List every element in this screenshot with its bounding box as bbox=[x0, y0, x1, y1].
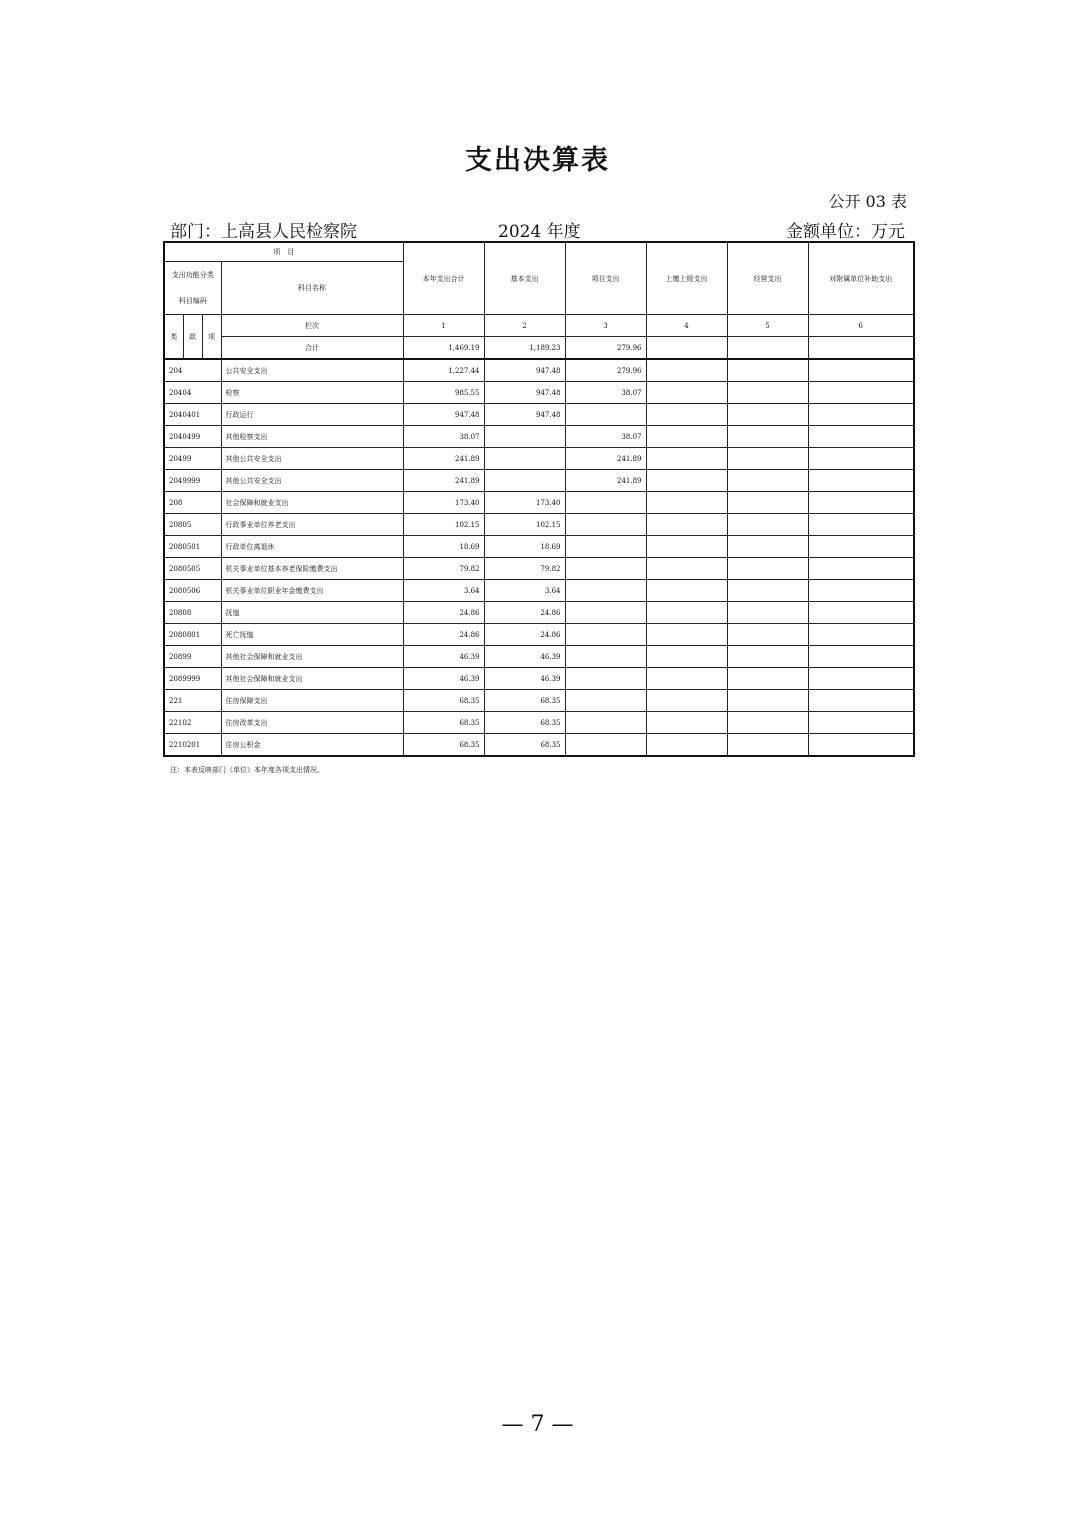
table-row bbox=[164, 492, 914, 514]
row-value bbox=[565, 690, 646, 712]
row-code: 208 bbox=[164, 492, 221, 514]
row-value bbox=[808, 580, 914, 602]
row-code: 2080501 bbox=[164, 536, 221, 558]
row-value bbox=[808, 646, 914, 668]
table-row bbox=[164, 514, 914, 536]
row-value: 24.86 bbox=[403, 602, 484, 624]
row-value bbox=[646, 624, 727, 646]
row-value: 46.39 bbox=[484, 646, 565, 668]
col-header: 本年支出合计 bbox=[403, 242, 484, 315]
col-header: 基本支出 bbox=[484, 242, 565, 315]
row-value: 68.35 bbox=[484, 734, 565, 757]
row-value: 241.89 bbox=[565, 470, 646, 492]
row-value bbox=[727, 514, 808, 536]
total-label: 合计 bbox=[221, 337, 403, 360]
col-header: 项目支出 bbox=[565, 242, 646, 315]
row-value bbox=[646, 734, 727, 757]
table-row bbox=[164, 712, 914, 734]
row-value bbox=[808, 382, 914, 404]
row-value: 79.82 bbox=[484, 558, 565, 580]
row-name: 机关事业单位基本养老保险缴费支出 bbox=[221, 558, 403, 580]
row-code: 2080505 bbox=[164, 558, 221, 580]
row-value bbox=[646, 536, 727, 558]
header-xiang: 项 bbox=[202, 315, 221, 360]
department-label: 部门：上高县人民检察院 bbox=[170, 222, 357, 242]
row-value bbox=[727, 712, 808, 734]
row-value bbox=[808, 492, 914, 514]
row-name: 其他社会保障和就业支出 bbox=[221, 646, 403, 668]
row-value: 46.39 bbox=[403, 646, 484, 668]
row-value: 68.35 bbox=[484, 690, 565, 712]
row-value: 46.39 bbox=[403, 668, 484, 690]
row-name: 行政运行 bbox=[221, 404, 403, 426]
row-value bbox=[646, 359, 727, 382]
row-name: 机关事业单位职业年金缴费支出 bbox=[221, 580, 403, 602]
row-name: 社会保障和就业支出 bbox=[221, 492, 403, 514]
total-value bbox=[646, 337, 727, 360]
row-value bbox=[727, 646, 808, 668]
row-name: 行政事业单位养老支出 bbox=[221, 514, 403, 536]
row-value: 68.35 bbox=[484, 712, 565, 734]
row-code: 2080506 bbox=[164, 580, 221, 602]
row-value: 947.48 bbox=[484, 382, 565, 404]
row-value bbox=[484, 426, 565, 448]
row-code: 2040401 bbox=[164, 404, 221, 426]
row-value bbox=[727, 602, 808, 624]
row-value: 241.89 bbox=[565, 448, 646, 470]
row-name: 公共安全支出 bbox=[221, 359, 403, 382]
row-value bbox=[646, 404, 727, 426]
row-code: 2089999 bbox=[164, 668, 221, 690]
row-value: 102.15 bbox=[403, 514, 484, 536]
row-value bbox=[565, 514, 646, 536]
row-value: 947.48 bbox=[403, 404, 484, 426]
row-value bbox=[808, 690, 914, 712]
table-row bbox=[164, 470, 914, 492]
table-row bbox=[164, 690, 914, 712]
total-value bbox=[727, 337, 808, 360]
row-value bbox=[565, 558, 646, 580]
row-value bbox=[808, 536, 914, 558]
row-value bbox=[646, 514, 727, 536]
row-value bbox=[727, 536, 808, 558]
row-value: 102.15 bbox=[484, 514, 565, 536]
table-row bbox=[164, 404, 914, 426]
row-name: 其他社会保障和就业支出 bbox=[221, 668, 403, 690]
row-code: 22102 bbox=[164, 712, 221, 734]
row-value: 46.39 bbox=[484, 668, 565, 690]
col-number: 4 bbox=[646, 315, 727, 337]
row-value bbox=[808, 558, 914, 580]
row-value bbox=[565, 624, 646, 646]
row-code: 2040499 bbox=[164, 426, 221, 448]
col-number: 5 bbox=[727, 315, 808, 337]
row-name: 其他公共安全支出 bbox=[221, 470, 403, 492]
table-row bbox=[164, 734, 914, 757]
row-name: 住房保障支出 bbox=[221, 690, 403, 712]
row-value bbox=[565, 580, 646, 602]
row-name: 检察 bbox=[221, 382, 403, 404]
col-number: 2 bbox=[484, 315, 565, 337]
row-value: 241.89 bbox=[403, 448, 484, 470]
row-value bbox=[646, 492, 727, 514]
row-value bbox=[727, 668, 808, 690]
row-value: 947.48 bbox=[484, 404, 565, 426]
row-value bbox=[646, 712, 727, 734]
row-value: 18.69 bbox=[484, 536, 565, 558]
row-code: 2080801 bbox=[164, 624, 221, 646]
row-value: 3.64 bbox=[484, 580, 565, 602]
row-value bbox=[646, 382, 727, 404]
row-value bbox=[727, 470, 808, 492]
table-row bbox=[164, 382, 914, 404]
header-kuan: 款 bbox=[183, 315, 202, 360]
row-value: 947.48 bbox=[484, 359, 565, 382]
row-value bbox=[808, 470, 914, 492]
table-row bbox=[164, 558, 914, 580]
row-value bbox=[808, 426, 914, 448]
fiscal-year: 2024 年度 bbox=[498, 222, 581, 242]
header-lei: 类 bbox=[164, 315, 183, 360]
row-value: 3.64 bbox=[403, 580, 484, 602]
row-value bbox=[646, 426, 727, 448]
row-value bbox=[646, 646, 727, 668]
page-number: — 7 — bbox=[501, 1412, 574, 1437]
row-value bbox=[646, 448, 727, 470]
row-value bbox=[727, 690, 808, 712]
total-value bbox=[808, 337, 914, 360]
row-value bbox=[727, 558, 808, 580]
row-value bbox=[565, 536, 646, 558]
row-value bbox=[727, 448, 808, 470]
col-header: 上缴上级支出 bbox=[646, 242, 727, 315]
row-value bbox=[565, 404, 646, 426]
total-value: 279.96 bbox=[565, 337, 646, 360]
col-number: 3 bbox=[565, 315, 646, 337]
row-value bbox=[646, 558, 727, 580]
expenditure-table bbox=[163, 241, 915, 757]
table-row bbox=[164, 668, 914, 690]
row-value bbox=[727, 359, 808, 382]
row-value: 279.96 bbox=[565, 359, 646, 382]
row-value: 68.35 bbox=[403, 734, 484, 757]
row-value bbox=[727, 492, 808, 514]
row-value bbox=[565, 712, 646, 734]
row-value bbox=[727, 382, 808, 404]
row-value: 38.07 bbox=[565, 382, 646, 404]
table-row bbox=[164, 426, 914, 448]
row-code: 2210201 bbox=[164, 734, 221, 757]
row-name: 住房公积金 bbox=[221, 734, 403, 757]
report-title: 支出决算表 bbox=[465, 145, 610, 176]
row-code: 20805 bbox=[164, 514, 221, 536]
row-value: 241.89 bbox=[403, 470, 484, 492]
row-value bbox=[808, 712, 914, 734]
col-number: 1 bbox=[403, 315, 484, 337]
row-value: 1,227.44 bbox=[403, 359, 484, 382]
row-value bbox=[808, 668, 914, 690]
row-code: 20899 bbox=[164, 646, 221, 668]
col-header: 经营支出 bbox=[727, 242, 808, 315]
row-value: 38.07 bbox=[403, 426, 484, 448]
row-value bbox=[808, 359, 914, 382]
row-value: 24.86 bbox=[403, 624, 484, 646]
table-row bbox=[164, 359, 914, 382]
form-number: 公开 03 表 bbox=[828, 192, 907, 211]
row-name: 其他公共安全支出 bbox=[221, 448, 403, 470]
row-value bbox=[565, 668, 646, 690]
header-xiangmu: 项 目 bbox=[164, 242, 403, 262]
row-value: 24.86 bbox=[484, 624, 565, 646]
row-value: 173.40 bbox=[484, 492, 565, 514]
row-value bbox=[646, 668, 727, 690]
header-lanci: 栏次 bbox=[221, 315, 403, 337]
row-value bbox=[565, 734, 646, 757]
header-subject-name: 科目名称 bbox=[221, 262, 403, 315]
table-note: 注：本表反映部门（单位）本年度各项支出情况。 bbox=[170, 766, 324, 774]
row-code: 20808 bbox=[164, 602, 221, 624]
row-value bbox=[727, 580, 808, 602]
header-code-group: 支出功能分类科目编码 bbox=[164, 262, 221, 315]
row-value: 68.35 bbox=[403, 712, 484, 734]
row-value bbox=[808, 514, 914, 536]
row-value bbox=[727, 734, 808, 757]
row-value bbox=[808, 602, 914, 624]
row-value bbox=[646, 580, 727, 602]
row-value bbox=[484, 470, 565, 492]
row-name: 抚恤 bbox=[221, 602, 403, 624]
row-value: 79.82 bbox=[403, 558, 484, 580]
row-value bbox=[727, 426, 808, 448]
row-value: 38.07 bbox=[565, 426, 646, 448]
row-value: 24.86 bbox=[484, 602, 565, 624]
table-row bbox=[164, 448, 914, 470]
total-value: 1,469.19 bbox=[403, 337, 484, 360]
row-value bbox=[484, 448, 565, 470]
row-value bbox=[808, 734, 914, 757]
row-name: 死亡抚恤 bbox=[221, 624, 403, 646]
row-value bbox=[808, 448, 914, 470]
row-name: 其他检察支出 bbox=[221, 426, 403, 448]
row-value: 173.40 bbox=[403, 492, 484, 514]
table-row bbox=[164, 602, 914, 624]
col-header: 对附属单位补助支出 bbox=[808, 242, 914, 315]
row-value bbox=[808, 624, 914, 646]
row-value bbox=[646, 602, 727, 624]
table-row bbox=[164, 646, 914, 668]
total-value: 1,189.23 bbox=[484, 337, 565, 360]
table-row bbox=[164, 580, 914, 602]
amount-unit: 金额单位：万元 bbox=[786, 222, 905, 242]
row-value bbox=[565, 646, 646, 668]
row-value: 68.35 bbox=[403, 690, 484, 712]
row-value bbox=[565, 492, 646, 514]
table-row bbox=[164, 624, 914, 646]
col-number: 6 bbox=[808, 315, 914, 337]
row-value: 18.69 bbox=[403, 536, 484, 558]
row-value bbox=[727, 404, 808, 426]
row-name: 行政单位离退休 bbox=[221, 536, 403, 558]
row-code: 2049999 bbox=[164, 470, 221, 492]
row-value: 985.55 bbox=[403, 382, 484, 404]
row-value bbox=[727, 624, 808, 646]
row-code: 20404 bbox=[164, 382, 221, 404]
table-row bbox=[164, 536, 914, 558]
row-value bbox=[565, 602, 646, 624]
row-value bbox=[808, 404, 914, 426]
row-code: 20499 bbox=[164, 448, 221, 470]
row-value bbox=[646, 470, 727, 492]
row-code: 204 bbox=[164, 359, 221, 382]
row-name: 住房改革支出 bbox=[221, 712, 403, 734]
row-code: 221 bbox=[164, 690, 221, 712]
row-value bbox=[646, 690, 727, 712]
